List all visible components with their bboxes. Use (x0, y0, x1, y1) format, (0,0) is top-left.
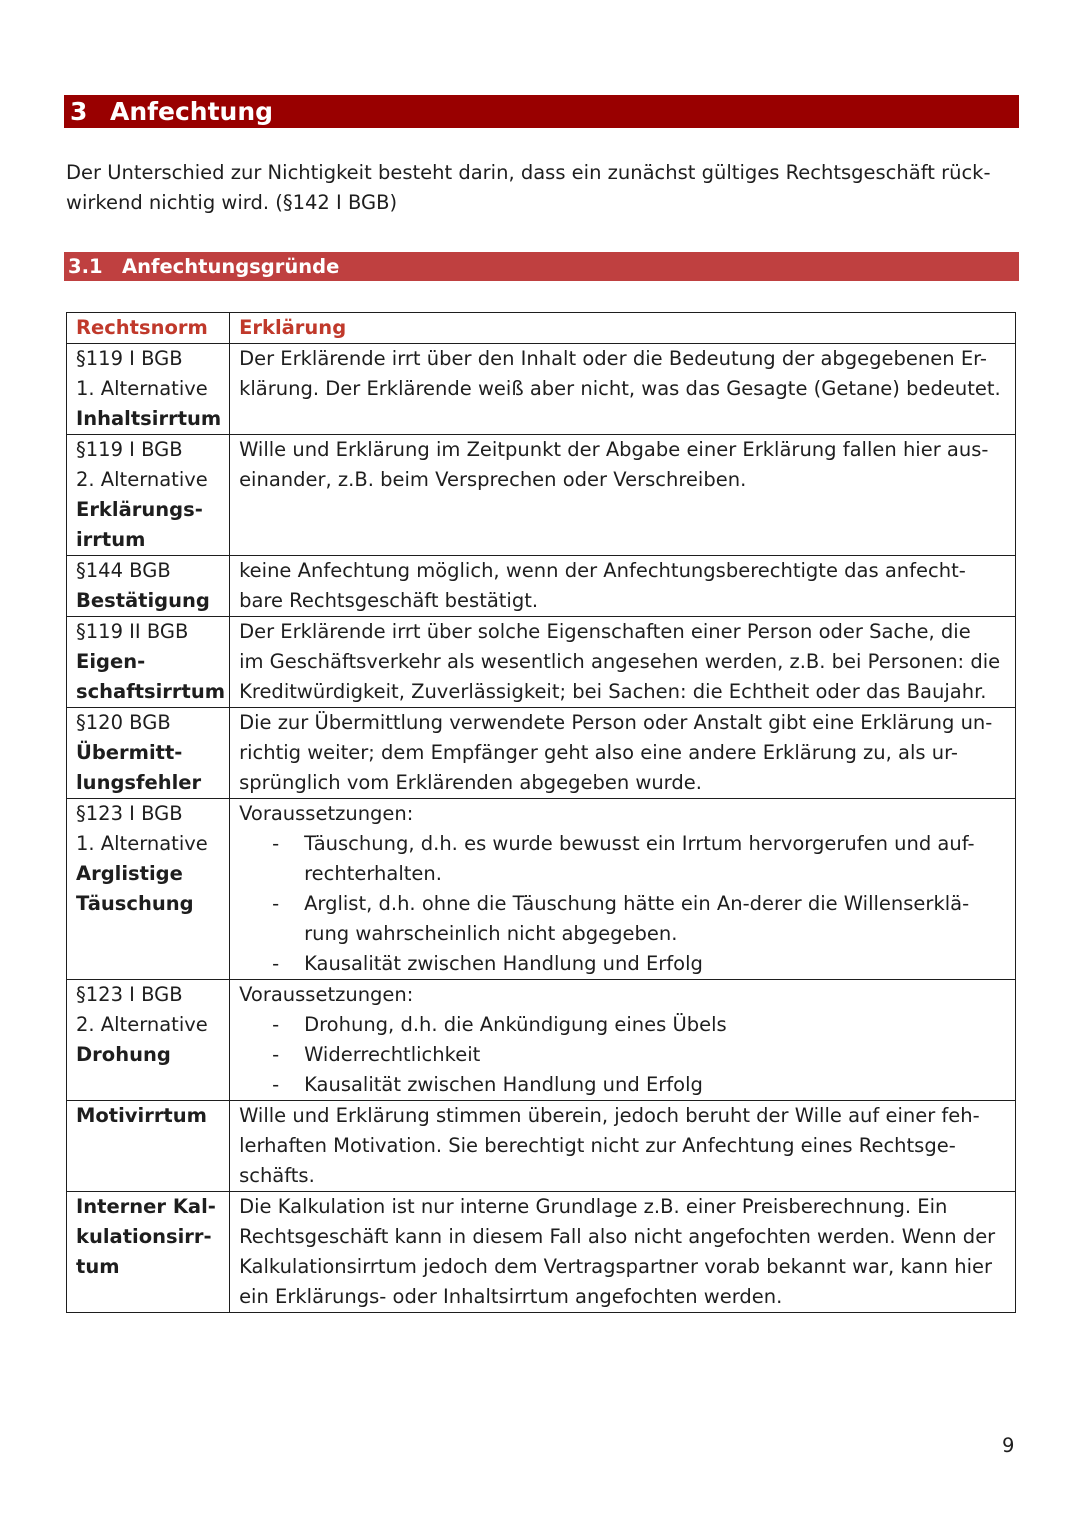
explanation-line: Rechtsgeschäft kann in diesem Fall also nicht angefochten werden. Wenn der (239, 1225, 996, 1248)
norm-line: §123 I BGB (76, 802, 183, 825)
explanation-line: Der Erklärende irrt über solche Eigenschaften einer Person oder Sache, die (239, 620, 971, 643)
norm-line: §120 BGB (76, 711, 171, 734)
table-row (67, 708, 1016, 799)
explanation-line: Kalkulationsirrtum jedoch dem Vertragspartner vorab bekannt war, kann hier (239, 1255, 993, 1278)
ground-name: Drohung (76, 1043, 171, 1066)
header-explanation: Erklärung (230, 313, 1016, 344)
norm-cell (67, 1101, 230, 1192)
table-row (67, 980, 1016, 1101)
explanation-cell (230, 980, 1016, 1101)
explanation-line: klärung. Der Erklärende weiß aber nicht, was das Gesagte (Getane) bedeutet. (239, 377, 1001, 400)
intro-line: wirkend nichtig wird. (§142 I BGB) (66, 191, 398, 214)
norm-cell (67, 617, 230, 708)
section-title: Anfechtungsgründe (122, 255, 340, 278)
explanation-line: Wille und Erklärung stimmen überein, jedoch beruht der Wille auf einer feh- (239, 1104, 980, 1127)
norm-line: 1. Alternative (76, 832, 208, 855)
list-item (239, 1070, 1005, 1100)
dash-bullet: - (272, 892, 280, 915)
explanation-line: schäfts. (239, 1164, 315, 1187)
ground-name: kulationsirr- (76, 1225, 212, 1248)
list-item-line: rechterhalten. (304, 862, 442, 885)
table-row (67, 435, 1016, 556)
norm-line: §119 II BGB (76, 620, 189, 643)
table-row (67, 1101, 1016, 1192)
chapter-number: 3 (70, 97, 88, 126)
section-heading (64, 252, 1019, 281)
requirements-label: Voraussetzungen: (239, 983, 414, 1006)
explanation-line: Die Kalkulation ist nur interne Grundlage z.B. einer Preisberechnung. Ein (239, 1195, 948, 1218)
explanation-cell (230, 1101, 1016, 1192)
list-item (239, 1010, 1005, 1040)
list-item (239, 1040, 1005, 1070)
explanation-line: Kreditwürdigkeit, Zuverlässigkeit; bei Sachen: die Echtheit oder das Baujahr. (239, 680, 987, 703)
explanation-cell (230, 344, 1016, 435)
norm-line: §119 I BGB (76, 347, 183, 370)
list-item-line: rung wahrscheinlich nicht abgegeben. (304, 922, 678, 945)
table-row (67, 617, 1016, 708)
dash-bullet: - (272, 952, 280, 975)
list-item-line: Kausalität zwischen Handlung und Erfolg (304, 952, 703, 975)
explanation-cell (230, 799, 1016, 980)
explanation-line: sprünglich vom Erklärenden abgegeben wurde. (239, 771, 702, 794)
norm-line: 2. Alternative (76, 468, 208, 491)
ground-name: Bestätigung (76, 589, 210, 612)
ground-name: schaftsirrtum (76, 680, 226, 703)
explanation-line: bare Rechtsgeschäft bestätigt. (239, 589, 539, 612)
ground-name: lungsfehler (76, 771, 202, 794)
list-item-line: Widerrechtlichkeit (304, 1043, 481, 1066)
norm-line: 2. Alternative (76, 1013, 208, 1036)
requirements-list (239, 829, 1005, 979)
norm-line: §119 I BGB (76, 438, 183, 461)
ground-name: Motivirrtum (76, 1104, 207, 1127)
ground-name: tum (76, 1255, 120, 1278)
table-row (67, 799, 1016, 980)
header-norm: Rechtsnorm (67, 313, 230, 344)
explanation-line: Wille und Erklärung im Zeitpunkt der Abgabe einer Erklärung fallen hier aus- (239, 438, 989, 461)
explanation-line: im Geschäftsverkehr als wesentlich angesehen werden, z.B. bei Personen: die (239, 650, 1001, 673)
ground-name: Erklärungs- (76, 498, 203, 521)
explanation-line: keine Anfechtung möglich, wenn der Anfechtungsberechtigte das anfecht- (239, 559, 966, 582)
norm-cell (67, 708, 230, 799)
list-item-line: Arglist, d.h. ohne die Täuschung hätte ein An-derer die Willenserklä- (304, 892, 970, 915)
norm-cell (67, 435, 230, 556)
table-body (67, 344, 1016, 1313)
table-header-row (67, 313, 1016, 344)
explanation-cell (230, 435, 1016, 556)
norm-line: §144 BGB (76, 559, 171, 582)
table-row (67, 1192, 1016, 1313)
explanation-line: Die zur Übermittlung verwendete Person oder Anstalt gibt eine Erklärung un- (239, 711, 993, 734)
explanation-line: ein Erklärungs- oder Inhaltsirrtum angefochten werden. (239, 1285, 783, 1308)
chapter-heading (64, 95, 1019, 128)
explanation-cell (230, 556, 1016, 617)
explanation-cell (230, 708, 1016, 799)
list-item-line: Kausalität zwischen Handlung und Erfolg (304, 1073, 703, 1096)
ground-name: Inhaltsirrtum (76, 407, 222, 430)
chapter-title: Anfechtung (110, 97, 274, 126)
norm-line: §123 I BGB (76, 983, 183, 1006)
explanation-cell (230, 1192, 1016, 1313)
list-item (239, 949, 1005, 979)
ground-name: irrtum (76, 528, 146, 551)
list-item-line: Drohung, d.h. die Ankündigung eines Übels (304, 1013, 727, 1036)
list-item (239, 889, 1005, 949)
list-item-line: Täuschung, d.h. es wurde bewusst ein Irrtum hervorgerufen und auf- (304, 832, 975, 855)
grounds-table (66, 312, 1016, 1313)
norm-cell (67, 1192, 230, 1313)
norm-cell (67, 344, 230, 435)
explanation-line: lerhaften Motivation. Sie berechtigt nicht zur Anfechtung eines Rechtsge- (239, 1134, 956, 1157)
norm-line: 1. Alternative (76, 377, 208, 400)
ground-name: Arglistige (76, 862, 183, 885)
table-row (67, 344, 1016, 435)
list-item (239, 829, 1005, 889)
ground-name: Eigen- (76, 650, 146, 673)
intro-paragraph (66, 158, 1016, 218)
explanation-line: einander, z.B. beim Versprechen oder Verschreiben. (239, 468, 747, 491)
explanation-line: Der Erklärende irrt über den Inhalt oder die Bedeutung der abgegebenen Er- (239, 347, 987, 370)
ground-name: Täuschung (76, 892, 194, 915)
intro-line: Der Unterschied zur Nichtigkeit besteht darin, dass ein zunächst gültiges Rechtsgeschäft rück- (66, 161, 991, 184)
ground-name: Übermitt- (76, 741, 183, 764)
ground-name: Interner Kal- (76, 1195, 216, 1218)
norm-cell (67, 980, 230, 1101)
table-row (67, 556, 1016, 617)
requirements-list (239, 1010, 1005, 1100)
requirements-label: Voraussetzungen: (239, 802, 414, 825)
dash-bullet: - (272, 1043, 280, 1066)
dash-bullet: - (272, 832, 280, 855)
norm-cell (67, 799, 230, 980)
section-number: 3.1 (68, 255, 103, 278)
explanation-line: richtig weiter; dem Empfänger geht also eine andere Erklärung zu, als ur- (239, 741, 958, 764)
page-number: 9 (1002, 1434, 1015, 1457)
dash-bullet: - (272, 1013, 280, 1036)
dash-bullet: - (272, 1073, 280, 1096)
norm-cell (67, 556, 230, 617)
explanation-cell (230, 617, 1016, 708)
